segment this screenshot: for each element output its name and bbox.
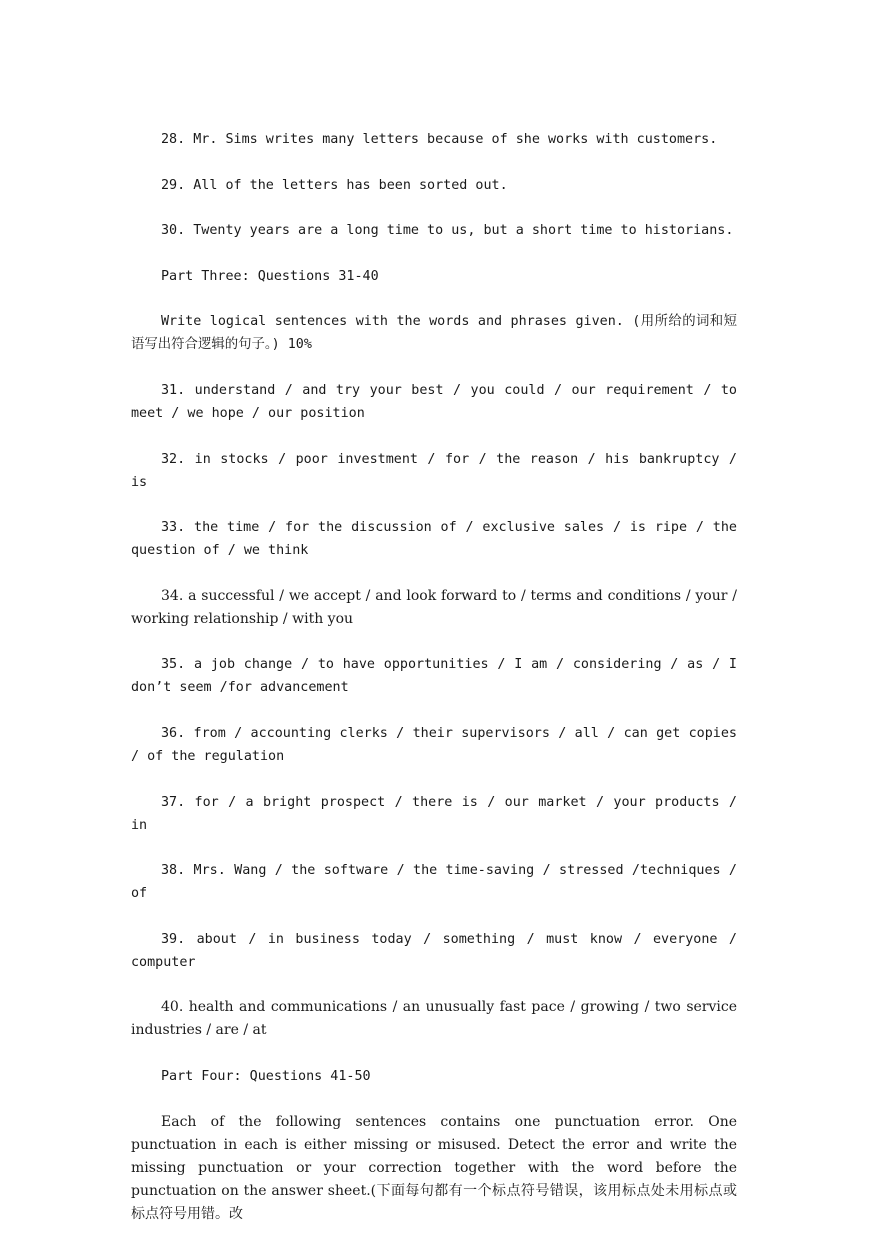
part-four-instruction: Each of the following sentences contains one punctuation error. One punctuation in each is either missing or misused. Detect the error and write the missing punctuation or your correction together with the word before the punctuation on the answer sheet.(下面每句都有一个标点符号错误，该用标点处未用标点或标点符号用错。改	[131, 1113, 737, 1222]
question-35: 35. a job change / to have opportunities / I am / considering / as / I don’t seem /for advancement	[131, 657, 737, 696]
question-39: 39. about / in business today / something / must know / everyone / computer	[131, 931, 737, 970]
question-40: 40. health and communications / an unusually fast pace / growing / two service industries / are / at	[131, 999, 737, 1039]
question-34: 34. a successful / we accept / and look forward to / terms and conditions / your / working relationship / with you	[131, 587, 737, 627]
question-31: 31. understand / and try your best / you could / our requirement / to meet / we hope / our position	[131, 382, 737, 421]
part-three-instruction: Write logical sentences with the words and phrases given. (用所给的词和短语写出符合逻辑的句子。) 10%	[131, 314, 737, 353]
question-37: 37. for / a bright prospect / there is / our market / your products / in	[131, 794, 737, 833]
part-four-heading: Part Four: Questions 41-50	[161, 1068, 371, 1084]
document-body	[131, 128, 737, 1248]
part-three-heading: Part Three: Questions 31-40	[161, 268, 379, 284]
question-38: 38. Mrs. Wang / the software / the time-saving / stressed /techniques / of	[131, 863, 737, 902]
question-32: 32. in stocks / poor investment / for / the reason / his bankruptcy / is	[131, 451, 737, 490]
question-29: 29. All of the letters has been sorted out.	[161, 177, 508, 193]
question-33: 33. the time / for the discussion of / exclusive sales / is ripe / the question of / we think	[131, 520, 737, 559]
question-30: 30. Twenty years are a long time to us, but a short time to historians.	[161, 223, 734, 239]
question-36: 36. from / accounting clerks / their supervisors / all / can get copies / of the regulation	[131, 725, 737, 764]
question-28: 28. Mr. Sims writes many letters because of she works with customers.	[161, 132, 718, 147]
